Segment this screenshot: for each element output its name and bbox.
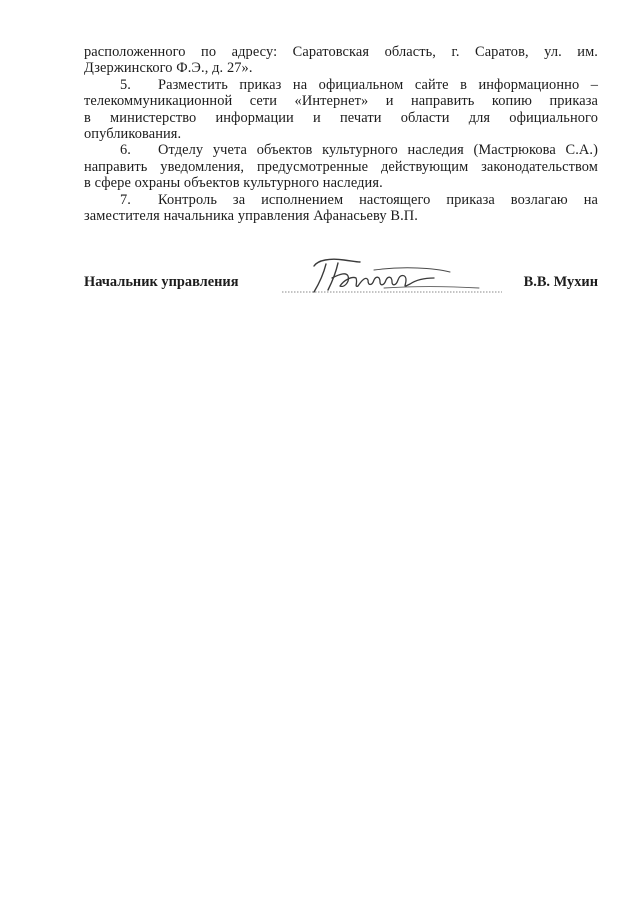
text-line-content: Контроль за исполнением настоящего приказа возлагаю на <box>158 191 598 208</box>
paragraph-item-7 <box>84 192 598 225</box>
text-line-content: Разместить приказ на официальном сайте в информационно – <box>158 76 598 93</box>
text-line <box>84 142 598 158</box>
text-line: опубликования. <box>84 125 182 142</box>
text-line: Дзержинского Ф.Э., д. 27». <box>84 60 253 77</box>
text-line-content: Отделу учета объектов культурного наследия (Мастрюкова С.А.) <box>158 142 598 159</box>
text-line: в сфере охраны объектов культурного наследия. <box>84 175 383 192</box>
paragraph-continuation <box>84 44 598 77</box>
text-line <box>84 192 598 208</box>
signature-block <box>84 256 598 306</box>
paragraph-item-6 <box>84 142 598 191</box>
item-number: 6. <box>120 142 131 159</box>
text-line: расположенного по адресу: Саратовская область, г. Саратов, ул. им. <box>84 44 598 60</box>
text-line: телекоммуникационной сети «Интернет» и направить копию приказа <box>84 93 598 110</box>
item-number: 7. <box>120 191 131 208</box>
handwritten-signature <box>274 256 504 302</box>
signatory-title: Начальник управления <box>84 274 239 290</box>
text-line: направить уведомления, предусмотренные действующим законодательством <box>84 158 598 175</box>
document-body <box>84 44 598 224</box>
paragraph-item-5 <box>84 77 598 143</box>
text-line <box>84 77 598 93</box>
text-line: заместителя начальника управления Афанасьеву В.П. <box>84 207 418 224</box>
text-line: в министерство информации и печати области для официального <box>84 109 598 126</box>
signatory-name: В.В. Мухин <box>523 274 598 290</box>
item-number: 5. <box>120 76 131 93</box>
